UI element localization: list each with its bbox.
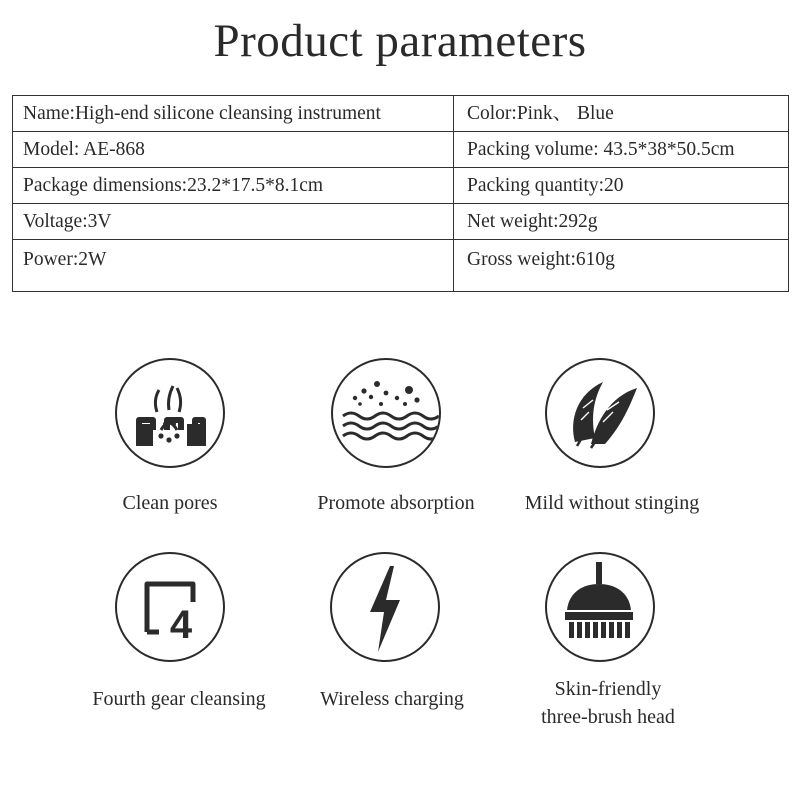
- feature-brush-head: [488, 552, 728, 732]
- page-title: Product parameters: [213, 15, 587, 67]
- feature-clean-pores: [50, 358, 290, 528]
- param-color: Color:Pink、 Blue: [453, 96, 788, 132]
- brush-head-icon: [545, 552, 655, 662]
- feature-wireless-charging: [272, 552, 512, 722]
- absorption-icon: [331, 358, 441, 468]
- gear-four-icon: [115, 552, 225, 662]
- param-net-weight: Net weight:292g: [453, 204, 788, 240]
- param-name: Name:High-end silicone cleansing instrument: [13, 96, 453, 132]
- param-power: Power:2W: [23, 249, 107, 270]
- param-voltage: Voltage:3V: [13, 204, 453, 240]
- feature-label-line2: three-brush head: [541, 706, 675, 728]
- pores-icon: [115, 358, 225, 468]
- param-gross-weight: Gross weight:610g: [467, 249, 615, 270]
- feature-label: Clean pores: [122, 492, 218, 514]
- param-model: Model: AE-868: [13, 132, 453, 168]
- feature-label: Mild without stinging: [524, 492, 700, 514]
- parameters-table: [12, 95, 789, 292]
- feature-fourth-gear: [59, 552, 299, 722]
- param-packing-volume: Packing volume: 43.5*38*50.5cm: [453, 132, 788, 168]
- feature-mild: [492, 358, 732, 528]
- feature-label-line1: Skin-friendly: [554, 678, 662, 700]
- param-packing-quantity: Packing quantity:20: [453, 168, 788, 204]
- feature-label: Promote absorption: [317, 492, 475, 514]
- feature-promote-absorption: [276, 358, 516, 528]
- feature-label: Fourth gear cleansing: [92, 688, 266, 710]
- feather-icon: [545, 358, 655, 468]
- feature-label: Wireless charging: [320, 688, 464, 710]
- param-package-dimensions: Package dimensions:23.2*17.5*8.1cm: [13, 168, 453, 204]
- gear-number-text: 4: [169, 603, 193, 647]
- parameters-column-right: [453, 96, 788, 291]
- lightning-icon: [330, 552, 440, 662]
- parameters-column-left: [13, 96, 454, 291]
